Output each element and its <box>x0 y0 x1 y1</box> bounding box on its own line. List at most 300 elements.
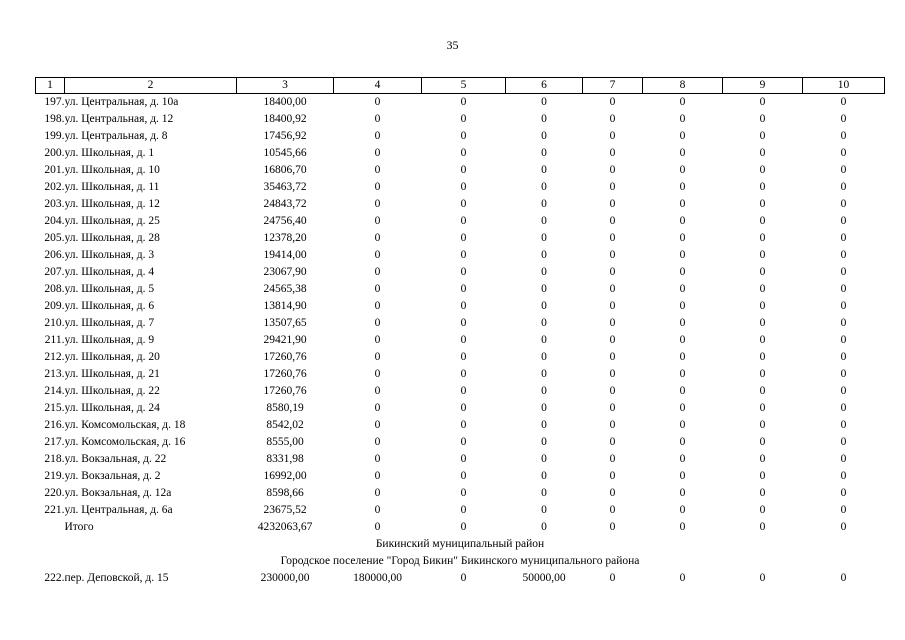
cell-col-3: 24565,38 <box>263 283 307 295</box>
column-header-5: 5 <box>422 78 506 94</box>
cell-col-9: 0 <box>759 402 766 414</box>
cell-col-3: 24756,40 <box>263 215 307 227</box>
column-header-4: 4 <box>334 78 422 94</box>
cell-col-4: 0 <box>374 181 381 193</box>
cell-col-2: ул. Школьная, д. 12 <box>64 198 160 210</box>
cell-col-7: 0 <box>609 368 616 380</box>
cell-col-6: 0 <box>541 436 547 448</box>
cell-col-8: 0 <box>679 504 686 516</box>
cell-col-6: 0 <box>541 334 547 346</box>
cell-col-7: 0 <box>609 96 616 108</box>
cell-col-6: 0 <box>541 402 547 414</box>
cell-col-6: 0 <box>541 453 547 465</box>
table-row <box>36 383 885 400</box>
cell-col-3: 13814,90 <box>263 300 307 312</box>
cell-col-8: 0 <box>679 419 686 431</box>
cell-col-3: 18400,00 <box>263 96 307 108</box>
column-header-10: 10 <box>803 78 885 94</box>
cell-col-3: 35463,72 <box>263 181 307 193</box>
cell-col-5: 0 <box>460 572 467 584</box>
cell-col-7: 0 <box>609 215 616 227</box>
cell-col-9: 0 <box>759 385 766 397</box>
cell-col-10: 0 <box>840 181 847 193</box>
cell-col-9: 0 <box>759 181 766 193</box>
cell-col-1: 212. <box>44 351 65 363</box>
cell-col-8: 0 <box>679 181 686 193</box>
cell-col-2: ул. Школьная, д. 22 <box>64 385 160 397</box>
cell-col-8: 0 <box>679 351 686 363</box>
cell-col-9: 0 <box>759 334 766 346</box>
cell-col-10: 0 <box>840 130 847 142</box>
cell-col-7: 0 <box>609 283 616 295</box>
cell-col-3: 12378,20 <box>263 232 307 244</box>
cell-col-5: 0 <box>460 385 467 397</box>
cell-col-8: 0 <box>679 249 686 261</box>
cell-col-9: 0 <box>759 266 766 278</box>
cell-col-6: 0 <box>541 504 547 516</box>
cell-col-3: 17260,76 <box>263 385 307 397</box>
cell-col-8: 0 <box>679 130 686 142</box>
cell-col-1: 210. <box>44 317 65 329</box>
cell-col-9: 0 <box>759 283 766 295</box>
cell-col-5: 0 <box>460 351 467 363</box>
cell-col-5: 0 <box>460 402 467 414</box>
cell-col-10: 0 <box>840 147 847 159</box>
cell-col-6: 0 <box>541 113 547 125</box>
cell-col-7: 0 <box>609 198 616 210</box>
cell-col-1: 217. <box>44 436 65 448</box>
cell-col-5: 0 <box>460 300 467 312</box>
column-header-1: 1 <box>36 78 65 94</box>
data-table <box>35 77 885 587</box>
cell-col-3: 8331,98 <box>266 453 304 465</box>
cell-col-7: 0 <box>609 419 616 431</box>
cell-col-1: 215. <box>44 402 65 414</box>
column-header-3: 3 <box>237 78 334 94</box>
cell-col-5: 0 <box>460 147 467 159</box>
cell-col-2: ул. Школьная, д. 3 <box>64 249 155 261</box>
header-row <box>36 78 885 94</box>
cell-col-8: 0 <box>679 368 686 380</box>
cell-col-1: 204. <box>44 215 65 227</box>
cell-col-7: 0 <box>609 317 616 329</box>
cell-col-8: 0 <box>679 283 686 295</box>
cell-col-2: ул. Школьная, д. 10 <box>64 164 160 176</box>
cell-col-1: 211. <box>44 334 65 346</box>
cell-col-1: 220. <box>44 487 65 499</box>
cell-col-3: 230000,00 <box>260 572 310 584</box>
cell-col-3: 8580,19 <box>266 402 304 414</box>
cell-col-6: 0 <box>541 198 547 210</box>
cell-col-7: 0 <box>609 504 616 516</box>
cell-col-7: 0 <box>609 351 616 363</box>
cell-col-9: 0 <box>759 147 766 159</box>
cell-col-9: 0 <box>759 487 766 499</box>
cell-col-8: 0 <box>679 572 686 584</box>
cell-col-8: 0 <box>679 147 686 159</box>
cell-col-2: ул. Центральная, д. 10а <box>64 96 179 108</box>
cell-col-6: 0 <box>541 215 547 227</box>
cell-col-9: 0 <box>759 164 766 176</box>
cell-col-10: 0 <box>840 96 847 108</box>
table-row <box>36 179 885 196</box>
cell-col-10: 0 <box>840 283 847 295</box>
cell-col-4: 0 <box>374 147 381 159</box>
cell-col-4: 0 <box>374 334 381 346</box>
section-title <box>36 536 885 553</box>
cell-col-5: 0 <box>460 198 467 210</box>
cell-col-8: 0 <box>679 453 686 465</box>
cell-col-7: 0 <box>609 402 616 414</box>
cell-col-9: 0 <box>759 453 766 465</box>
cell-col-6: 0 <box>541 368 547 380</box>
cell-col-7: 0 <box>609 113 616 125</box>
cell-col-10: 0 <box>840 470 847 482</box>
column-header-8: 8 <box>643 78 723 94</box>
cell-col-2: пер. Деповской, д. 15 <box>64 572 169 584</box>
cell-col-8: 0 <box>679 215 686 227</box>
cell-col-2: ул. Центральная, д. 12 <box>64 113 174 125</box>
table-row <box>36 332 885 349</box>
cell-col-10: 0 <box>840 385 847 397</box>
subsection-title <box>36 553 885 570</box>
cell-col-1: 201. <box>44 164 65 176</box>
table-row <box>36 349 885 366</box>
cell-col-5: 0 <box>460 283 467 295</box>
cell-col-3: 4232063,67 <box>257 521 313 533</box>
cell-col-2: ул. Школьная, д. 4 <box>64 266 155 278</box>
cell-col-10: 0 <box>840 572 847 584</box>
table-row <box>36 315 885 332</box>
table-row <box>36 281 885 298</box>
cell-col-7: 0 <box>609 385 616 397</box>
cell-col-1: 222. <box>44 572 65 584</box>
cell-col-2: Итого <box>64 521 94 533</box>
cell-col-2: ул. Школьная, д. 11 <box>64 181 160 193</box>
cell-col-10: 0 <box>840 300 847 312</box>
cell-col-3: 8542,02 <box>266 419 304 431</box>
cell-col-7: 0 <box>609 334 616 346</box>
cell-col-7: 0 <box>609 232 616 244</box>
cell-col-1: 219. <box>44 470 65 482</box>
cell-col-10: 0 <box>840 317 847 329</box>
cell-col-4: 180000,00 <box>353 572 402 584</box>
cell-col-9: 0 <box>759 232 766 244</box>
cell-col-2: ул. Вокзальная, д. 2 <box>64 470 161 482</box>
table-row <box>36 434 885 451</box>
table-row <box>36 145 885 162</box>
cell-col-4: 0 <box>374 402 381 414</box>
cell-col-3: 10545,66 <box>263 147 307 159</box>
cell-col-1: 214. <box>44 385 65 397</box>
cell-col-4: 0 <box>374 164 381 176</box>
cell-col-3: 16806,70 <box>263 164 307 176</box>
cell-col-3: 17456,92 <box>263 130 307 142</box>
cell-col-2: ул. Вокзальная, д. 22 <box>64 453 167 465</box>
cell-col-8: 0 <box>679 521 686 533</box>
cell-col-4: 0 <box>374 470 381 482</box>
cell-col-5: 0 <box>460 521 467 533</box>
cell-col-7: 0 <box>609 266 616 278</box>
cell-col-10: 0 <box>840 402 847 414</box>
cell-col-1: 199. <box>44 130 65 142</box>
cell-col-2: ул. Школьная, д. 1 <box>64 147 155 159</box>
table-row <box>36 485 885 502</box>
cell-col-4: 0 <box>374 385 381 397</box>
cell-col-3: 16992,00 <box>263 470 307 482</box>
cell-col-3: 23067,90 <box>263 266 307 278</box>
cell-col-6: 0 <box>541 419 547 431</box>
cell-col-1: 218. <box>44 453 65 465</box>
cell-col-7: 0 <box>609 572 616 584</box>
table-row <box>36 264 885 281</box>
cell-col-5: 0 <box>460 266 467 278</box>
cell-col-7: 0 <box>609 249 616 261</box>
cell-col-4: 0 <box>374 283 381 295</box>
cell-col-10: 0 <box>840 164 847 176</box>
cell-col-3: 24843,72 <box>263 198 307 210</box>
cell-col-6: 0 <box>541 232 547 244</box>
cell-col-8: 0 <box>679 113 686 125</box>
table-row <box>36 298 885 315</box>
cell-col-5: 0 <box>460 470 467 482</box>
cell-col-6: 0 <box>541 96 547 108</box>
cell-col-4: 0 <box>374 453 381 465</box>
cell-col-7: 0 <box>609 147 616 159</box>
table-row <box>36 400 885 417</box>
cell-col-1: 198. <box>44 113 65 125</box>
cell-col-2: ул. Школьная, д. 20 <box>64 351 160 363</box>
cell-col-7: 0 <box>609 436 616 448</box>
table-row <box>36 468 885 485</box>
subsection-title-text: Городское поселение "Город Бикин" Бикинского муниципального района <box>280 555 640 567</box>
column-header-6: 6 <box>506 78 583 94</box>
cell-col-1: 205. <box>44 232 65 244</box>
cell-col-8: 0 <box>679 317 686 329</box>
cell-col-10: 0 <box>840 266 847 278</box>
cell-col-10: 0 <box>840 334 847 346</box>
column-header-7: 7 <box>583 78 643 94</box>
cell-col-10: 0 <box>840 232 847 244</box>
cell-col-2: ул. Школьная, д. 6 <box>64 300 155 312</box>
cell-col-1: 208. <box>44 283 65 295</box>
cell-col-10: 0 <box>840 368 847 380</box>
cell-col-9: 0 <box>759 572 766 584</box>
cell-col-9: 0 <box>759 215 766 227</box>
cell-col-9: 0 <box>759 470 766 482</box>
cell-col-3: 18400,92 <box>263 113 307 125</box>
cell-col-9: 0 <box>759 436 766 448</box>
cell-col-7: 0 <box>609 300 616 312</box>
cell-col-1: 216. <box>44 419 65 431</box>
cell-col-5: 0 <box>460 453 467 465</box>
cell-col-6: 0 <box>541 317 547 329</box>
cell-col-5: 0 <box>460 368 467 380</box>
cell-col-4: 0 <box>374 198 381 210</box>
cell-col-8: 0 <box>679 232 686 244</box>
cell-col-3: 19414,00 <box>263 249 307 261</box>
cell-col-4: 0 <box>374 300 381 312</box>
cell-col-8: 0 <box>679 334 686 346</box>
cell-col-9: 0 <box>759 130 766 142</box>
cell-col-7: 0 <box>609 470 616 482</box>
cell-col-2: ул. Комсомольская, д. 18 <box>64 419 186 431</box>
table-row <box>36 111 885 128</box>
cell-col-8: 0 <box>679 96 686 108</box>
cell-col-4: 0 <box>374 368 381 380</box>
cell-col-4: 0 <box>374 436 381 448</box>
cell-col-6: 0 <box>541 487 547 499</box>
cell-col-8: 0 <box>679 436 686 448</box>
table-body <box>36 94 885 588</box>
cell-col-5: 0 <box>460 249 467 261</box>
cell-col-6: 0 <box>541 147 547 159</box>
cell-col-10: 0 <box>840 351 847 363</box>
cell-col-2: ул. Школьная, д. 21 <box>64 368 160 380</box>
cell-col-2: ул. Школьная, д. 7 <box>64 317 155 329</box>
cell-col-6: 0 <box>541 521 547 533</box>
column-header-9: 9 <box>723 78 803 94</box>
cell-col-5: 0 <box>460 232 467 244</box>
cell-col-3: 17260,76 <box>263 368 307 380</box>
cell-col-6: 0 <box>541 351 547 363</box>
cell-col-1: 200. <box>44 147 65 159</box>
cell-col-3: 13507,65 <box>263 317 307 329</box>
cell-col-7: 0 <box>609 164 616 176</box>
cell-col-10: 0 <box>840 215 847 227</box>
cell-col-1: 202. <box>44 181 65 193</box>
cell-col-4: 0 <box>374 317 381 329</box>
cell-col-7: 0 <box>609 181 616 193</box>
cell-col-5: 0 <box>460 436 467 448</box>
cell-col-2: ул. Школьная, д. 5 <box>64 283 155 295</box>
cell-col-9: 0 <box>759 504 766 516</box>
cell-col-5: 0 <box>460 317 467 329</box>
cell-col-8: 0 <box>679 385 686 397</box>
table-row <box>36 366 885 383</box>
cell-col-3: 8555,00 <box>266 436 304 448</box>
cell-col-10: 0 <box>840 436 847 448</box>
cell-col-8: 0 <box>679 198 686 210</box>
table-row <box>36 128 885 145</box>
cell-col-4: 0 <box>374 249 381 261</box>
cell-col-9: 0 <box>759 368 766 380</box>
cell-col-2: ул. Комсомольская, д. 16 <box>64 436 186 448</box>
cell-col-9: 0 <box>759 249 766 261</box>
cell-col-7: 0 <box>609 453 616 465</box>
cell-col-4: 0 <box>374 113 381 125</box>
cell-col-8: 0 <box>679 487 686 499</box>
cell-col-1: 206. <box>44 249 65 261</box>
cell-col-4: 0 <box>374 232 381 244</box>
cell-col-3: 29421,90 <box>263 334 307 346</box>
cell-col-3: 8598,66 <box>266 487 304 499</box>
cell-col-6: 0 <box>541 266 547 278</box>
table-row <box>36 94 885 112</box>
cell-col-5: 0 <box>460 164 467 176</box>
cell-col-10: 0 <box>840 113 847 125</box>
cell-col-6: 0 <box>541 130 547 142</box>
section-title-text: Бикинский муниципальный район <box>375 538 545 550</box>
cell-col-6: 0 <box>541 300 547 312</box>
table-row <box>36 451 885 468</box>
cell-col-8: 0 <box>679 300 686 312</box>
cell-col-4: 0 <box>374 215 381 227</box>
cell-col-8: 0 <box>679 164 686 176</box>
cell-col-10: 0 <box>840 453 847 465</box>
cell-col-8: 0 <box>679 266 686 278</box>
cell-col-10: 0 <box>840 521 847 533</box>
cell-col-5: 0 <box>460 334 467 346</box>
cell-col-1: 209. <box>44 300 65 312</box>
cell-col-9: 0 <box>759 317 766 329</box>
cell-col-10: 0 <box>840 504 847 516</box>
cell-col-1: 197. <box>44 96 65 108</box>
cell-col-6: 0 <box>541 249 547 261</box>
table-row <box>36 196 885 213</box>
cell-col-3: 17260,76 <box>263 351 307 363</box>
cell-col-2: ул. Школьная, д. 24 <box>64 402 160 414</box>
table-row <box>36 247 885 264</box>
table-row <box>36 213 885 230</box>
cell-col-2: ул. Школьная, д. 28 <box>64 232 160 244</box>
cell-col-4: 0 <box>374 504 381 516</box>
cell-col-9: 0 <box>759 419 766 431</box>
table-row <box>36 162 885 179</box>
cell-col-3: 23675,52 <box>263 504 307 516</box>
cell-col-2: ул. Школьная, д. 25 <box>64 215 160 227</box>
cell-col-1: 221. <box>44 504 65 516</box>
page-number: 35 <box>446 38 459 52</box>
cell-col-8: 0 <box>679 402 686 414</box>
cell-col-9: 0 <box>759 300 766 312</box>
cell-col-5: 0 <box>460 181 467 193</box>
total-row <box>36 519 885 536</box>
cell-col-5: 0 <box>460 113 467 125</box>
cell-col-6: 0 <box>541 470 547 482</box>
cell-col-2: ул. Вокзальная, д. 12а <box>64 487 172 499</box>
cell-col-2: ул. Центральная, д. 8 <box>64 130 168 142</box>
column-header-2: 2 <box>65 78 237 94</box>
cell-col-1: 207. <box>44 266 65 278</box>
cell-col-4: 0 <box>374 351 381 363</box>
cell-col-9: 0 <box>759 521 766 533</box>
cell-col-10: 0 <box>840 487 847 499</box>
cell-col-4: 0 <box>374 521 381 533</box>
cell-col-5: 0 <box>460 487 467 499</box>
table-row <box>36 570 885 587</box>
cell-col-10: 0 <box>840 419 847 431</box>
cell-col-2: ул. Центральная, д. 6а <box>64 504 173 516</box>
cell-col-7: 0 <box>609 521 616 533</box>
cell-col-5: 0 <box>460 419 467 431</box>
cell-col-1: 213. <box>44 368 65 380</box>
cell-col-6: 50000,00 <box>522 572 566 584</box>
cell-col-9: 0 <box>759 351 766 363</box>
table-row <box>36 230 885 247</box>
cell-col-4: 0 <box>374 130 381 142</box>
cell-col-5: 0 <box>460 96 467 108</box>
cell-col-4: 0 <box>374 487 381 499</box>
cell-col-7: 0 <box>609 130 616 142</box>
cell-col-10: 0 <box>840 198 847 210</box>
table-row <box>36 502 885 519</box>
table-row <box>36 417 885 434</box>
cell-col-2: ул. Школьная, д. 9 <box>64 334 155 346</box>
cell-col-5: 0 <box>460 130 467 142</box>
cell-col-6: 0 <box>541 181 547 193</box>
cell-col-9: 0 <box>759 198 766 210</box>
